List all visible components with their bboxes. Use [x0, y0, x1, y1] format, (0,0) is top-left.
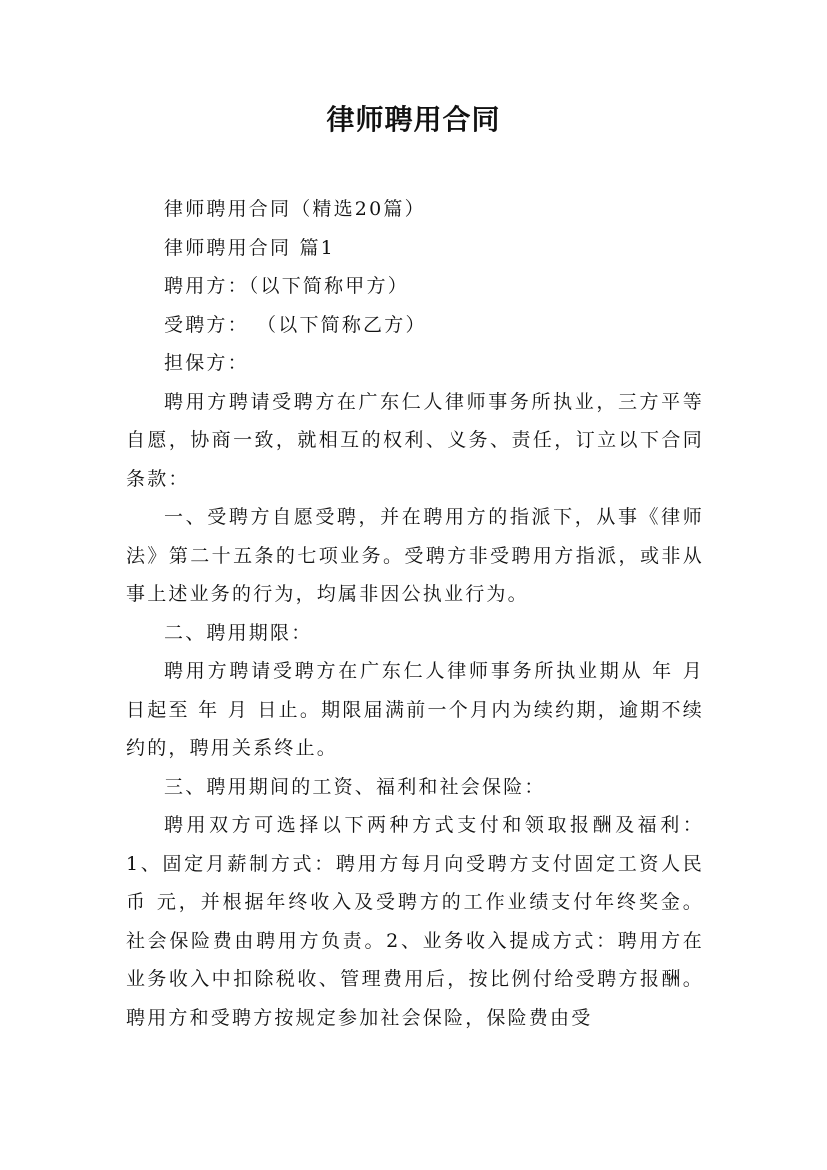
paragraph-employee: 受聘方： （以下简称乙方） — [164, 313, 427, 336]
paragraph-clause-2-body: 聘用方聘请受聘方在广东仁人律师事务所执业期从 年 月 日起至 年 月 日止。期限届满前一个月内为续约期，逾期不续约的，聘用关系终止。 — [126, 660, 704, 759]
paragraph-subtitle: 律师聘用合同（精选20篇） — [164, 198, 426, 220]
paragraph-preamble: 聘用方聘请受聘方在广东仁人律师事务所执业，三方平等自愿，协商一致，就相互的权利、义务、责任，订立以下合同条款： — [126, 390, 704, 490]
paragraph-guarantor: 担保方： — [164, 352, 249, 374]
document-title: 律师聘用合同 — [326, 103, 501, 136]
paragraph-clause-3-heading: 三、聘用期间的工资、福利和社会保险： — [164, 775, 546, 798]
paragraph-section-heading: 律师聘用合同 篇1 — [164, 236, 335, 259]
document-body — [126, 190, 704, 1037]
paragraph-clause-3-body: 聘用双方可选择以下两种方式支付和领取报酬及福利：1、固定月薪制方式：聘用方每月向受聘方支付固定工资人民币 元，并根据年终收入及受聘方的工作业绩支付年终奖金。社会保险费由聘用方负责。2、业务收入提成方式：聘用方在业务收入中扣除税收、管理费用后，按比例付给受聘方报酬。聘用方和受聘方按规定参加社会保险，保险费由受 — [126, 814, 704, 1029]
paragraph-employer: 聘用方：（以下简称甲方） — [164, 275, 409, 297]
paragraph-clause-1: 一、受聘方自愿受聘，并在聘用方的指派下，从事《律师法》第二十五条的七项业务。受聘方非受聘用方指派，或非从事上述业务的行为，均属非因公执业行为。 — [126, 506, 704, 605]
paragraph-clause-2-heading: 二、聘用期限： — [164, 621, 313, 644]
